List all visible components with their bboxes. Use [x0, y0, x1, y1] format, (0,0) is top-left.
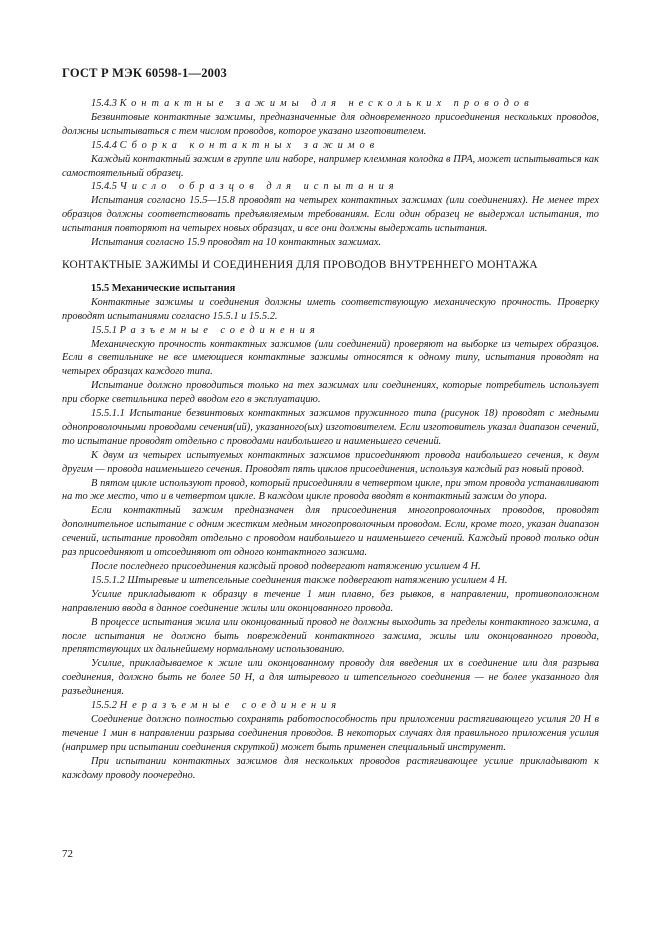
paragraph: 15.5.1.2 Штыревые и штепсельные соединения также подвергают натяжению усилием 4 Н. — [91, 574, 508, 586]
clause-15-4-5-heading: 15.4.5 Число образцов для испытания — [91, 181, 399, 193]
clause-15-4-3-heading: 15.4.3 Контактные зажимы для нескольких проводов — [91, 98, 534, 109]
paragraph: Если контактный зажим предназначен для присоединения многопроволочных проводов, проводят дополнительное испытание с одним жестким медным многопроволочным проводом. Если, кроме того, указан диапазон сечений, испытание проводят отдельно с проводом наибольшего и наименьшего сечений. Каждый провод только один раз присоединяют и отсоединяют от одного контактного зажима. — [62, 505, 599, 559]
document-header: ГОСТ Р МЭК 60598-1—2003 — [62, 66, 227, 80]
paragraph: Испытания согласно 15.9 проводят на 10 контактных зажимах. — [91, 237, 382, 249]
paragraph: Соединение должно полностью сохранять работоспособность при приложении растягивающего усилия 20 Н в течение 1 мин в направлении разрыва соединения проводов. В некоторых случаях для правильного приложения усилия (например при испытании соединения скруткой) может быть применен специальный инструмент. — [62, 713, 599, 753]
paragraph: После последнего присоединения каждый провод подвергают натяжению усилием 4 Н. — [91, 561, 481, 572]
paragraph: Каждый контактный зажим в группе или наборе, например клеммная колодка в ПРА, может испытываться как самостоятельный образец. — [62, 153, 599, 179]
clause-15-5-2-heading: 15.5.2 Неразъемные соединения — [91, 700, 342, 712]
paragraph: 15.5.1.1 Испытание безвинтовых контактных зажимов пружинного типа (рисунок 18) проводят с медными однопроволочными проводами сечения(ий), указанного(ых) изготовителем. Если изготовитель указал диапазон сечений, то испытание проводят отдельно с проводами наибольшего и наименьшего сечений. — [62, 408, 599, 447]
clause-15-4-4-heading: 15.4.4 Сборка контактных зажимов — [91, 139, 380, 151]
page-number: 72 — [62, 848, 73, 860]
section-title: КОНТАКТНЫЕ ЗАЖИМЫ И СОЕДИНЕНИЯ ДЛЯ ПРОВОДОВ ВНУТРЕННЕГО МОНТАЖА — [62, 258, 538, 271]
paragraph: Усилие, прикладываемое к жиле или оконцованному проводу для введения их в соединение или для разрыва соединения, должно быть не более 50 Н, а для штыревого и штепсельного соединения — не более указанного для разъединения. — [62, 658, 599, 698]
paragraph: Испытания согласно 15.5—15.8 проводят на четырех контактных зажимах (или соединениях). Не менее трех образцов должны соответствовать предъявляемым требованиям. Если один образец не выдержал испытания, то испытания повторяют на четырех новых образцах, и все они должны выдержать испытания. — [62, 195, 599, 235]
paragraph: В пятом цикле используют провод, который присоединяли в четвертом цикле, при этом провода устанавливают на то же место, что и в четвертом цикле. В каждом цикле провода вводят в контактный зажим до упора. — [62, 477, 599, 503]
paragraph: Испытание должно проводиться только на тех зажимах или соединениях, которые потребитель использует при сборке светильника перед вводом его в эксплуатацию. — [62, 380, 599, 406]
clause-15-5-1-heading: 15.5.1 Разъемные соединения — [91, 324, 320, 336]
paragraph: Механическую прочность контактных зажимов (или соединений) проверяют на выборке из четырех образцов. Если в светильнике не все имеющиеся контактные зажимы относятся к одному типу, испытания проводят на четырех образцах каждого типа. — [62, 338, 599, 378]
paragraph: При испытании контактных зажимов для нескольких проводов растягивающее усилие прикладывают к каждому проводу поочередно. — [62, 755, 599, 781]
paragraph: В процессе испытания жила или оконцованный провод не должны выходить за пределы контактного зажима, а после испытания не должно быть повреждений контактного зажима, жилы или оконцованного провода, препятствующих их дальнейшему нормальному использованию. — [62, 616, 599, 656]
document-body — [62, 97, 599, 783]
paragraph: К двум из четырех испытуемых контактных зажимов присоединяют провода наибольшего сечения, к двум другим — провода наименьшего сечения. Проводят пять циклов присоединения, используя каждый раз новый провод. — [62, 449, 599, 475]
paragraph: Усилие прикладывают к образцу в течение 1 мин плавно, без рывков, в направлении, противоположном направлению ввода в данное соединение жилы или оконцованного провода. — [62, 588, 599, 614]
clause-15-5-heading: 15.5 Механические испытания — [91, 282, 236, 294]
paragraph: Безвинтовые контактные зажимы, предназначенные для одновременного присоединения нескольких проводов, должны испытываться с тем числом проводов, которое указано изготовителем. — [62, 111, 599, 137]
paragraph: Контактные зажимы и соединения должны иметь соответствующую механическую прочность. Проверку проводят испытаниями согласно 15.5.1 и 15.5.2. — [62, 296, 599, 322]
